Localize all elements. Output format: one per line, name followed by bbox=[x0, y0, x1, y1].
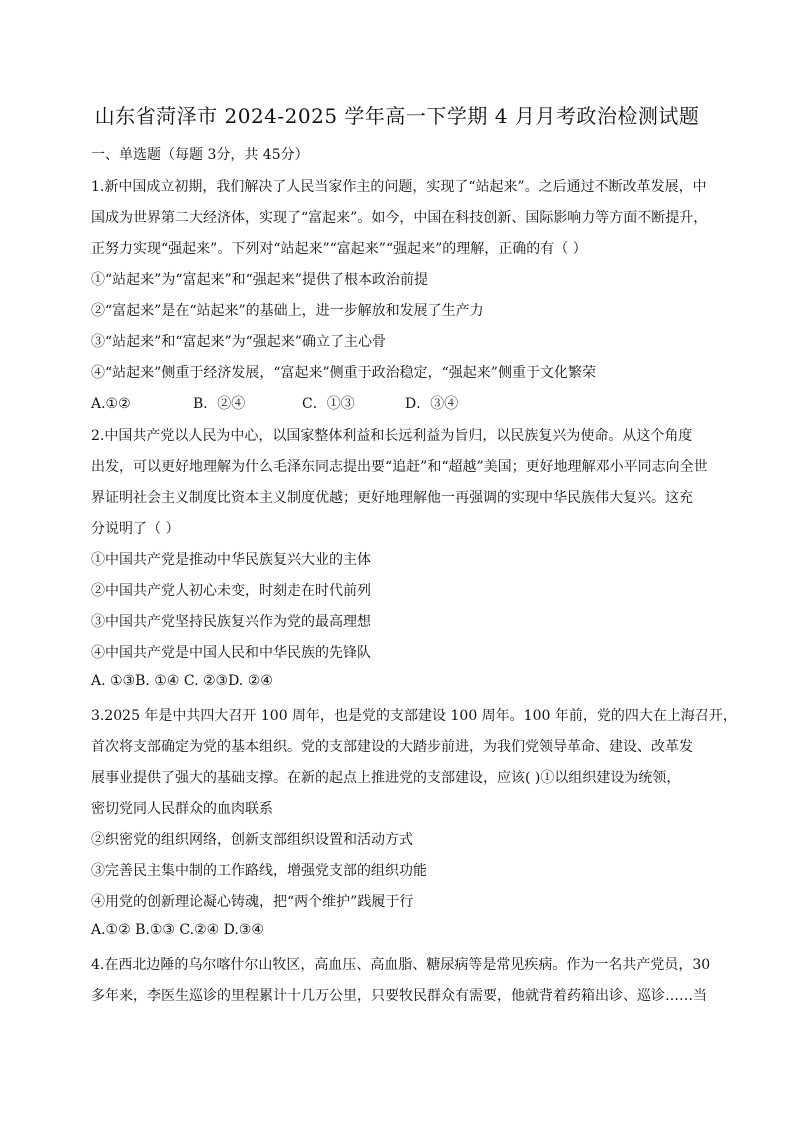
q2-options: A. ①③B. ①④ C. ②③D. ②④ bbox=[91, 673, 273, 689]
q2-stem-line: 出发，可以更好地理解为什么毛泽东同志提出要“追赶”和“超越”美国；更好地理解邓小平同志向全世 bbox=[91, 459, 708, 475]
q2-stem-line: 界证明社会主义制度比资本主义制度优越；更好地理解他一再强调的实现中华民族伟大复兴。这充 bbox=[91, 490, 693, 506]
q2-statement: ③中国共产党坚持民族复兴作为党的最高理想 bbox=[91, 614, 371, 630]
q1-option-d: D．③④ bbox=[405, 396, 459, 412]
q1-statement: ②“富起来”是在“站起来”的基础上，进一步解放和发展了生产力 bbox=[91, 303, 484, 319]
q1-statement: ③“站起来”和“富起来”为“强起来”确立了主心骨 bbox=[91, 334, 386, 350]
q2-stem-line: 分说明了（ ） bbox=[91, 521, 180, 537]
q2-stem-line: 2.中国共产党以人民为中心，以国家整体利益和长远利益为旨归，以民族复兴为使命。从这个角度 bbox=[91, 428, 693, 444]
q1-stem-line: 国成为世界第二大经济体，实现了“富起来”。如今，中国在科技创新、国际影响力等方面不断提升， bbox=[91, 210, 708, 226]
q1-option-c: C．①③ bbox=[302, 396, 355, 412]
q4-stem-line: 4.在西北边陲的乌尔喀什尔山牧区，高血压、高血脂、糖尿病等是常见疾病。作为一名共产党员，30 bbox=[91, 957, 711, 973]
q3-options: A.①② B.①③ C.②④ D.③④ bbox=[91, 922, 264, 938]
q2-statement: ④中国共产党是中国人民和中华民族的先锋队 bbox=[91, 645, 371, 661]
q4-stem-line: 多年来，李医生巡诊的里程累计十几万公里，只要牧民群众有需要，他就背着药箱出诊、巡诊……当 bbox=[91, 988, 707, 1004]
q1-stem-line: 正努力实现“强起来”。下列对“站起来”“富起来”“强起来”的理解，正确的有（ ） bbox=[91, 241, 587, 257]
q3-stem-line: 3.2025 年是中共四大召开 100 周年，也是党的支部建设 100 周年。100 年前，党的四大在上海召开， bbox=[91, 708, 737, 724]
q3-statement: ③完善民主集中制的工作路线，增强党支部的组织功能 bbox=[91, 863, 427, 879]
q2-statement: ②中国共产党人初心未变，时刻走在时代前列 bbox=[91, 583, 371, 599]
section-header: 一、单选题（每题 3分，共 45分） bbox=[91, 147, 309, 163]
q3-statement: ④用党的创新理论凝心铸魂，把“两个维护”践履于行 bbox=[91, 894, 414, 910]
page-title: 山东省菏泽市 2024-2025 学年高一下学期 4 月月考政治检测试题 bbox=[94, 104, 700, 128]
q3-statement: ②织密党的组织网络，创新支部组织设置和活动方式 bbox=[91, 832, 413, 848]
q1-statement: ④“站起来”侧重于经济发展，“富起来”侧重于政治稳定，“强起来”侧重于文化繁荣 bbox=[91, 365, 596, 381]
q1-option-a: A.①② bbox=[91, 396, 131, 412]
q1-options bbox=[91, 393, 711, 413]
q3-stem-line: 展事业提供了强大的基础支撑。在新的起点上推进党的支部建设，应该( )①以组织建设为统领， bbox=[91, 770, 681, 786]
q3-stem-line: 密切党同人民群众的血肉联系 bbox=[91, 801, 273, 817]
q2-statement: ①中国共产党是推动中华民族复兴大业的主体 bbox=[91, 552, 371, 568]
q1-option-b: B．②④ bbox=[193, 396, 246, 412]
q1-stem-line: 1.新中国成立初期，我们解决了人民当家作主的问题，实现了“站起来”。之后通过不断改革发展，中 bbox=[91, 179, 707, 195]
q3-stem-line: 首次将支部确定为党的基本组织。党的支部建设的大踏步前进，为我们党领导革命、建设、改革发 bbox=[91, 739, 693, 755]
q1-statement: ①“站起来”为“富起来”和“强起来”提供了根本政治前提 bbox=[91, 272, 428, 288]
